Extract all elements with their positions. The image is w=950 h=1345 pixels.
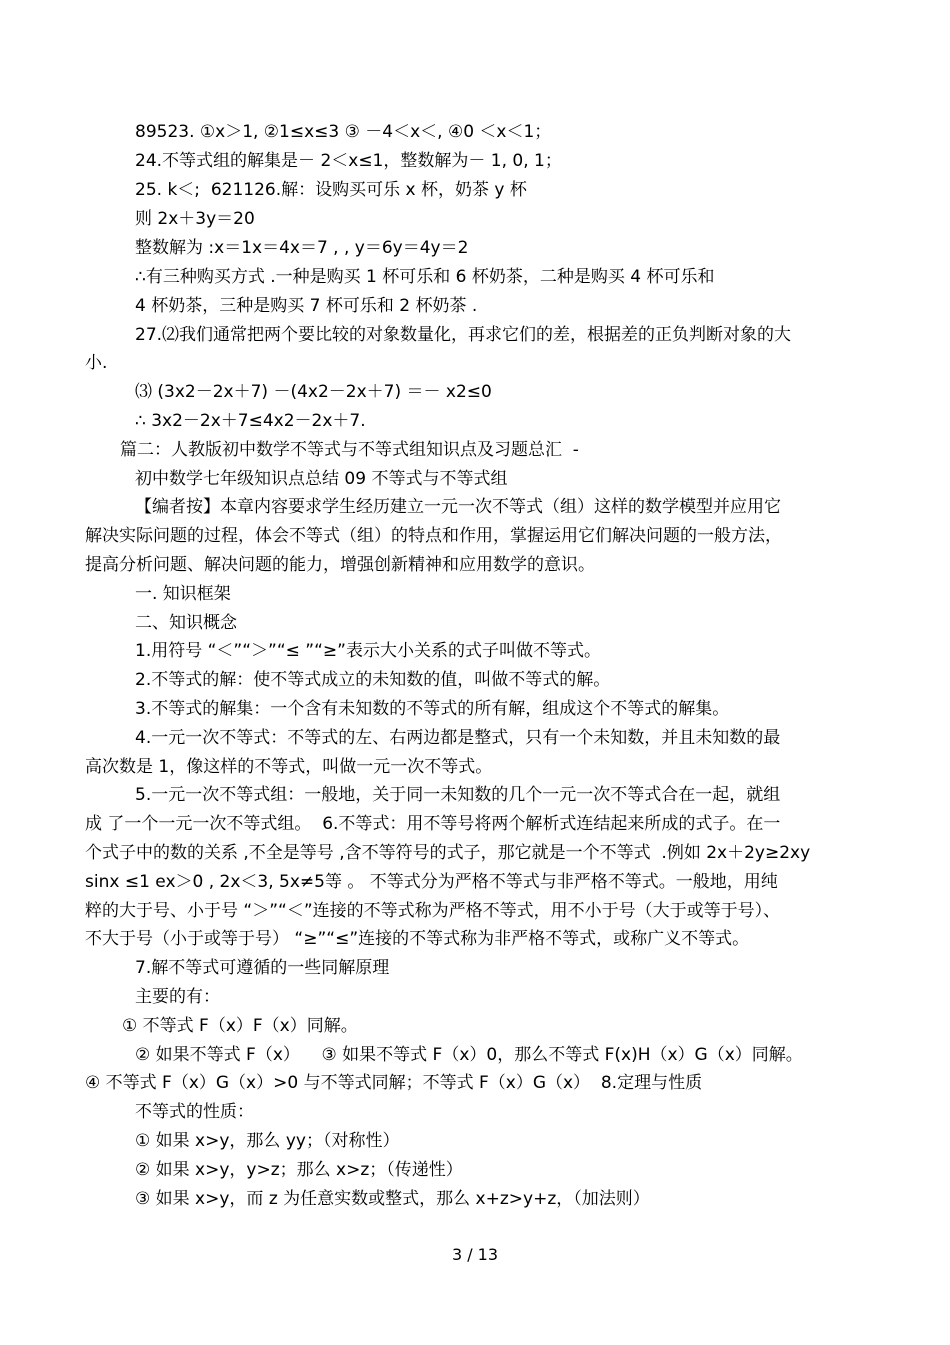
text-line: 整数解为 :x＝1x＝4x＝7 , , y＝6y＝4y＝2: [135, 238, 469, 258]
text-line: 【编者按】本章内容要求学生经历建立一元一次不等式（组）这样的数学模型并应用它: [135, 497, 781, 517]
text-line: 4.一元一次不等式：不等式的左、右两边都是整式，只有一个未知数，并且未知数的最: [135, 728, 781, 748]
text-line: 4 杯奶茶，三种是购买 7 杯可乐和 2 杯奶茶 .: [135, 296, 478, 316]
text-line: ③ 如果 x>y，而 z 为任意实数或整式，那么 x+z>y+z，（加法则）: [135, 1189, 650, 1209]
text-line: ∴ 3x2－2x＋7≤4x2－2x＋7.: [135, 411, 366, 431]
text-line: 粹的大于号、小于号 “＞”“＜”连接的不等式称为严格不等式，用不小于号（大于或等于号）、: [85, 901, 781, 921]
text-line: 高次数是 1，像这样的不等式，叫做一元一次不等式。: [85, 757, 493, 777]
page-number: 3 / 13: [451, 1245, 499, 1264]
text-line: 提高分析问题、解决问题的能力，增强创新精神和应用数学的意识。: [85, 555, 595, 575]
text-line: 不等式的性质：: [135, 1102, 254, 1122]
text-line: 5.一元一次不等式组：一般地，关于同一未知数的几个一元一次不等式合在一起，就组: [135, 785, 781, 805]
text-line: 一. 知识框架: [135, 584, 231, 604]
text-line: 2.不等式的解：使不等式成立的未知数的值，叫做不等式的解。: [135, 670, 611, 690]
text-line: 不大于号（小于或等于号） “≥”“≤”连接的不等式称为非严格不等式，或称广义不等式。: [85, 929, 750, 949]
text-line: 个式子中的数的关系 ,不全是等号 ,含不等符号的式子，那它就是一个不等式 .例如 2x＋2y≥2xy: [85, 843, 811, 863]
text-line: ① 不等式 F（x）F（x）同解。: [122, 1016, 358, 1036]
text-line: 解决实际问题的过程，体会不等式（组）的特点和作用，掌握运用它们解决问题的一般方法，: [85, 526, 782, 546]
text-line: 24.不等式组的解集是－ 2＜x≤1，整数解为－ 1, 0, 1；: [135, 151, 562, 171]
text-line: sinx ≤1 ex＞0 , 2x＜3, 5x≠5等 。 不等式分为严格不等式与非严格不等式。一般地，用纯: [85, 872, 778, 892]
text-line: ④ 不等式 F（x）G（x）>0 与不等式同解；不等式 F（x）G（x） 8.定理与性质: [85, 1073, 703, 1093]
text-line: ② 如果不等式 F（x） ③ 如果不等式 F（x）0，那么不等式 F(x)H（x）G（x）同解。: [135, 1045, 803, 1065]
text-line: 二、知识概念: [135, 613, 237, 633]
text-line: 小.: [85, 353, 108, 373]
text-line: 篇二：人教版初中数学不等式与不等式组知识点及习题总汇 -: [120, 440, 579, 460]
text-line: 1.用符号 “＜”“＞”“≤ ”“≥”表示大小关系的式子叫做不等式。: [135, 641, 601, 661]
text-line: 成 了一个一元一次不等式组。 6.不等式：用不等号将两个解析式连结起来所成的式子。在一: [85, 814, 781, 834]
text-line: 25. k＜; 621126.解：设购买可乐 x 杯，奶茶 y 杯: [135, 180, 527, 200]
text-line: ⑶ (3x2－2x＋7) －(4x2－2x＋7) ＝－ x2≤0: [135, 382, 492, 402]
text-line: 27.⑵我们通常把两个要比较的对象数量化，再求它们的差，根据差的正负判断对象的大: [135, 325, 792, 345]
text-line: 3.不等式的解集：一个含有未知数的不等式的所有解，组成这个不等式的解集。: [135, 699, 730, 719]
text-line: ∴有三种购买方式 .一种是购买 1 杯可乐和 6 杯奶茶，二种是购买 4 杯可乐和: [135, 267, 715, 287]
text-line: ② 如果 x>y，y>z；那么 x>z；（传递性）: [135, 1160, 463, 1180]
text-line: 初中数学七年级知识点总结 09 不等式与不等式组: [135, 469, 508, 489]
text-line: 则 2x＋3y＝20: [135, 209, 255, 229]
text-line: 89523. ①x＞1, ②1≤x≤3 ③ －4＜x＜, ④0 ＜x＜1；: [135, 122, 552, 142]
text-line: ① 如果 x>y，那么 yy；（对称性）: [135, 1131, 400, 1151]
text-line: 7.解不等式可遵循的一些同解原理: [135, 958, 390, 978]
text-line: 主要的有：: [135, 987, 220, 1007]
